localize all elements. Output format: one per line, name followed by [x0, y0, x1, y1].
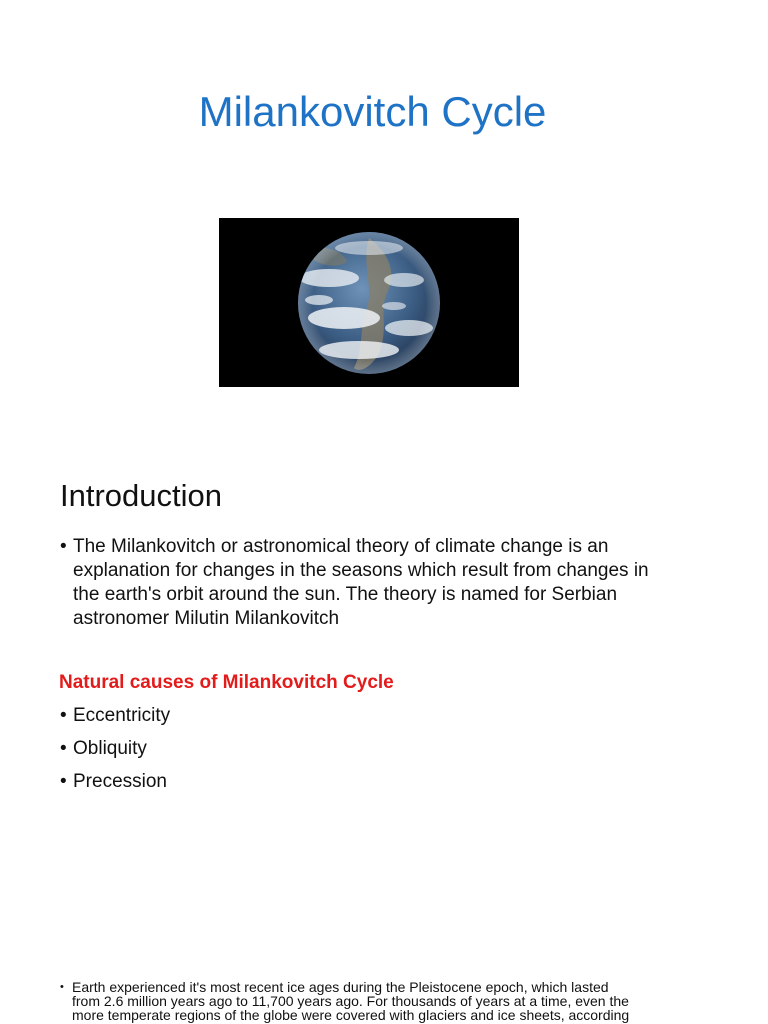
cause-label: Eccentricity — [73, 705, 171, 726]
earth-image — [219, 218, 519, 387]
list-item — [60, 737, 170, 770]
list-item — [60, 770, 170, 803]
causes-heading: Natural causes of Milankovitch Cycle — [59, 672, 394, 693]
intro-line: explanation for changes in the seasons which result from changes in — [73, 560, 649, 581]
bullet-icon: • — [60, 705, 67, 726]
footer-note — [60, 980, 720, 1022]
intro-line: the earth's orbit around the sun. The theory is named for Serbian — [73, 584, 618, 605]
intro-line: The Milankovitch or astronomical theory of climate change is an — [73, 536, 609, 557]
bullet-icon: • — [60, 981, 64, 993]
list-item — [60, 704, 170, 737]
footer-line: Earth experienced it's most recent ice ages during the Pleistocene epoch, which lasted — [72, 979, 609, 995]
intro-paragraph — [60, 535, 720, 631]
intro-bullet — [60, 535, 720, 631]
bullet-icon: • — [60, 771, 67, 792]
bullet-icon: • — [60, 536, 67, 557]
causes-list — [60, 704, 170, 803]
cause-label: Precession — [73, 771, 167, 792]
footer-bullet — [60, 980, 720, 1022]
footer-line: more temperate regions of the globe were covered with glaciers and ice sheets, according — [72, 1007, 630, 1023]
intro-line: astronomer Milutin Milankovitch — [73, 608, 340, 629]
footer-line: from 2.6 million years ago to 11,700 years ago. For thousands of years at a time, even the — [72, 993, 629, 1009]
bullet-icon: • — [60, 738, 67, 759]
cause-label: Obliquity — [73, 738, 147, 759]
earth-globe-icon — [219, 218, 519, 387]
page-title: Milankovitch Cycle — [198, 88, 547, 135]
section-heading-introduction: Introduction — [60, 478, 222, 513]
